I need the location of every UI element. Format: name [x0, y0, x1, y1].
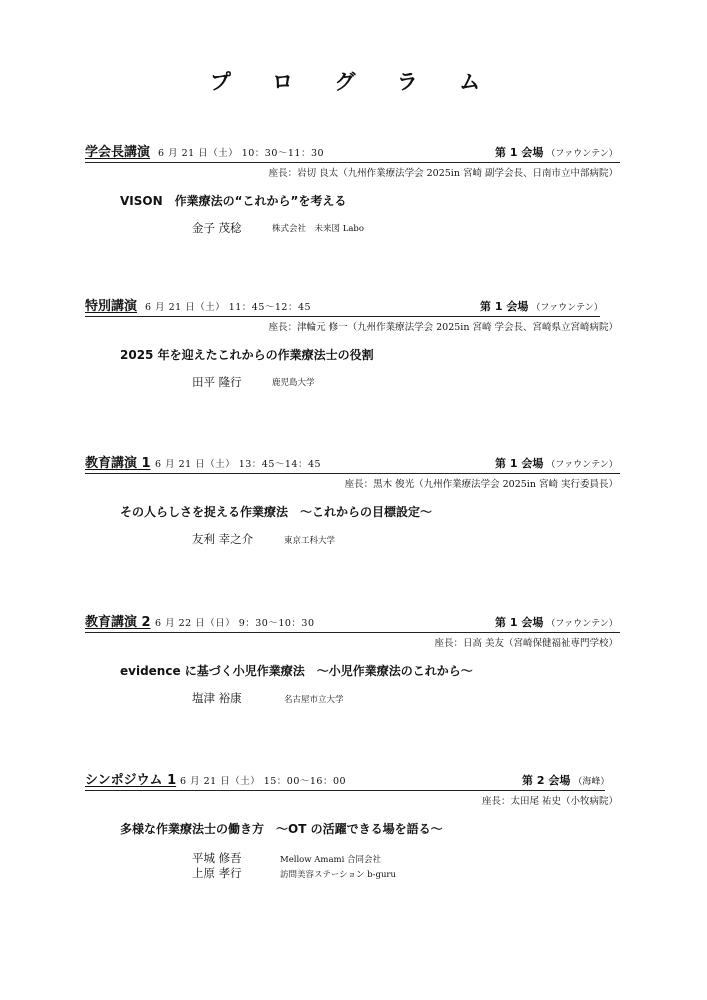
speaker-affiliation: 東京工科大学 [284, 536, 336, 546]
session-name: 学会長講演 [85, 145, 151, 160]
session-name: シンポジウム 1 [85, 773, 177, 788]
venue-label: 第 1 会場 [495, 457, 544, 470]
speaker-affiliation: 鹿児島大学 [272, 378, 315, 388]
venue-label: 第 1 会場 [480, 300, 529, 313]
session-venue [522, 772, 609, 788]
venue-sub: （ファウンテン） [546, 460, 618, 470]
session-name: 教育講演 1 [85, 456, 151, 471]
session-date: 6 月 21 日（土） 11：45〜12：45 [145, 302, 312, 313]
speaker-name: 塩津 裕康 [192, 691, 242, 705]
venue-sub: （ファウンテン） [546, 149, 618, 159]
speaker-name: 友利 幸之介 [192, 532, 254, 546]
session-header [85, 453, 620, 474]
session-date: 6 月 21 日（土） 15：00〜16：00 [180, 776, 347, 787]
venue-sub: （ファウンテン） [531, 303, 603, 313]
session-chair: 座長：黒木 俊光（九州作業療法学会 2025in 宮崎 実行委員長） [344, 479, 618, 490]
session-header [85, 770, 610, 791]
session-chair: 座長：太田尾 祐史（小牧病院） [481, 796, 618, 807]
session-venue [495, 455, 618, 471]
session-header [85, 612, 620, 633]
session-chair: 座長：日高 美友（宮崎保健福祉専門学校） [434, 638, 618, 649]
page-title: プ ロ グ ラ ム [209, 70, 498, 94]
session-topic: evidence に基づく小児作業療法 〜小児作業療法のこれから〜 [120, 664, 473, 678]
speaker-name: 平城 修吾 [192, 851, 242, 865]
session-education-lecture-2 [0, 612, 707, 752]
speaker-affiliation: Mellow Amami 合同会社 [280, 855, 382, 865]
session-education-lecture-1 [0, 453, 707, 593]
session-date: 6 月 21 日（土） 13：45〜14：45 [155, 459, 322, 470]
session-special-lecture [0, 296, 707, 436]
session-header [85, 142, 620, 163]
session-venue [495, 144, 618, 160]
venue-label: 第 1 会場 [495, 616, 544, 629]
speaker-affiliation: 名古屋市立大学 [284, 695, 344, 705]
venue-sub: （海峰） [573, 777, 610, 787]
venue-sub: （ファウンテン） [546, 619, 618, 629]
session-venue [495, 614, 618, 630]
session-topic: その人らしさを捉える作業療法 〜これからの目標設定〜 [120, 505, 433, 519]
session-topic: VISON 作業療法の“これから”を考える [120, 194, 347, 208]
session-symposium-1 [0, 770, 707, 910]
speaker-name: 金子 茂稔 [192, 221, 242, 235]
speaker-affiliation: 株式会社 未来図 Labo [272, 224, 364, 234]
venue-label: 第 2 会場 [522, 774, 571, 787]
session-president-lecture [0, 142, 707, 282]
session-header [85, 296, 603, 317]
speaker-affiliation: 訪問美容ステーション b-guru [280, 870, 396, 880]
session-date: 6 月 22 日（日） 9：30〜10：30 [155, 618, 315, 629]
speaker-name: 上原 孝行 [192, 866, 242, 880]
session-chair: 座長：岩切 良太（九州作業療法学会 2025in 宮崎 副学会長、日南市立中部病院） [268, 168, 618, 179]
session-name: 特別講演 [85, 299, 138, 314]
session-date: 6 月 21 日（土） 10：30〜11：30 [158, 148, 325, 159]
session-chair: 座長：津輪元 修一（九州作業療法学会 2025in 宮崎 学会長、宮崎県立宮崎病院） [268, 322, 618, 333]
venue-label: 第 1 会場 [495, 146, 544, 159]
session-name: 教育講演 2 [85, 615, 151, 630]
session-topic: 多様な作業療法士の働き方 〜OT の活躍できる場を語る〜 [120, 822, 443, 836]
speaker-name: 田平 隆行 [192, 375, 242, 389]
session-venue [480, 298, 603, 314]
session-topic: 2025 年を迎えたこれからの作業療法士の役割 [120, 348, 374, 362]
